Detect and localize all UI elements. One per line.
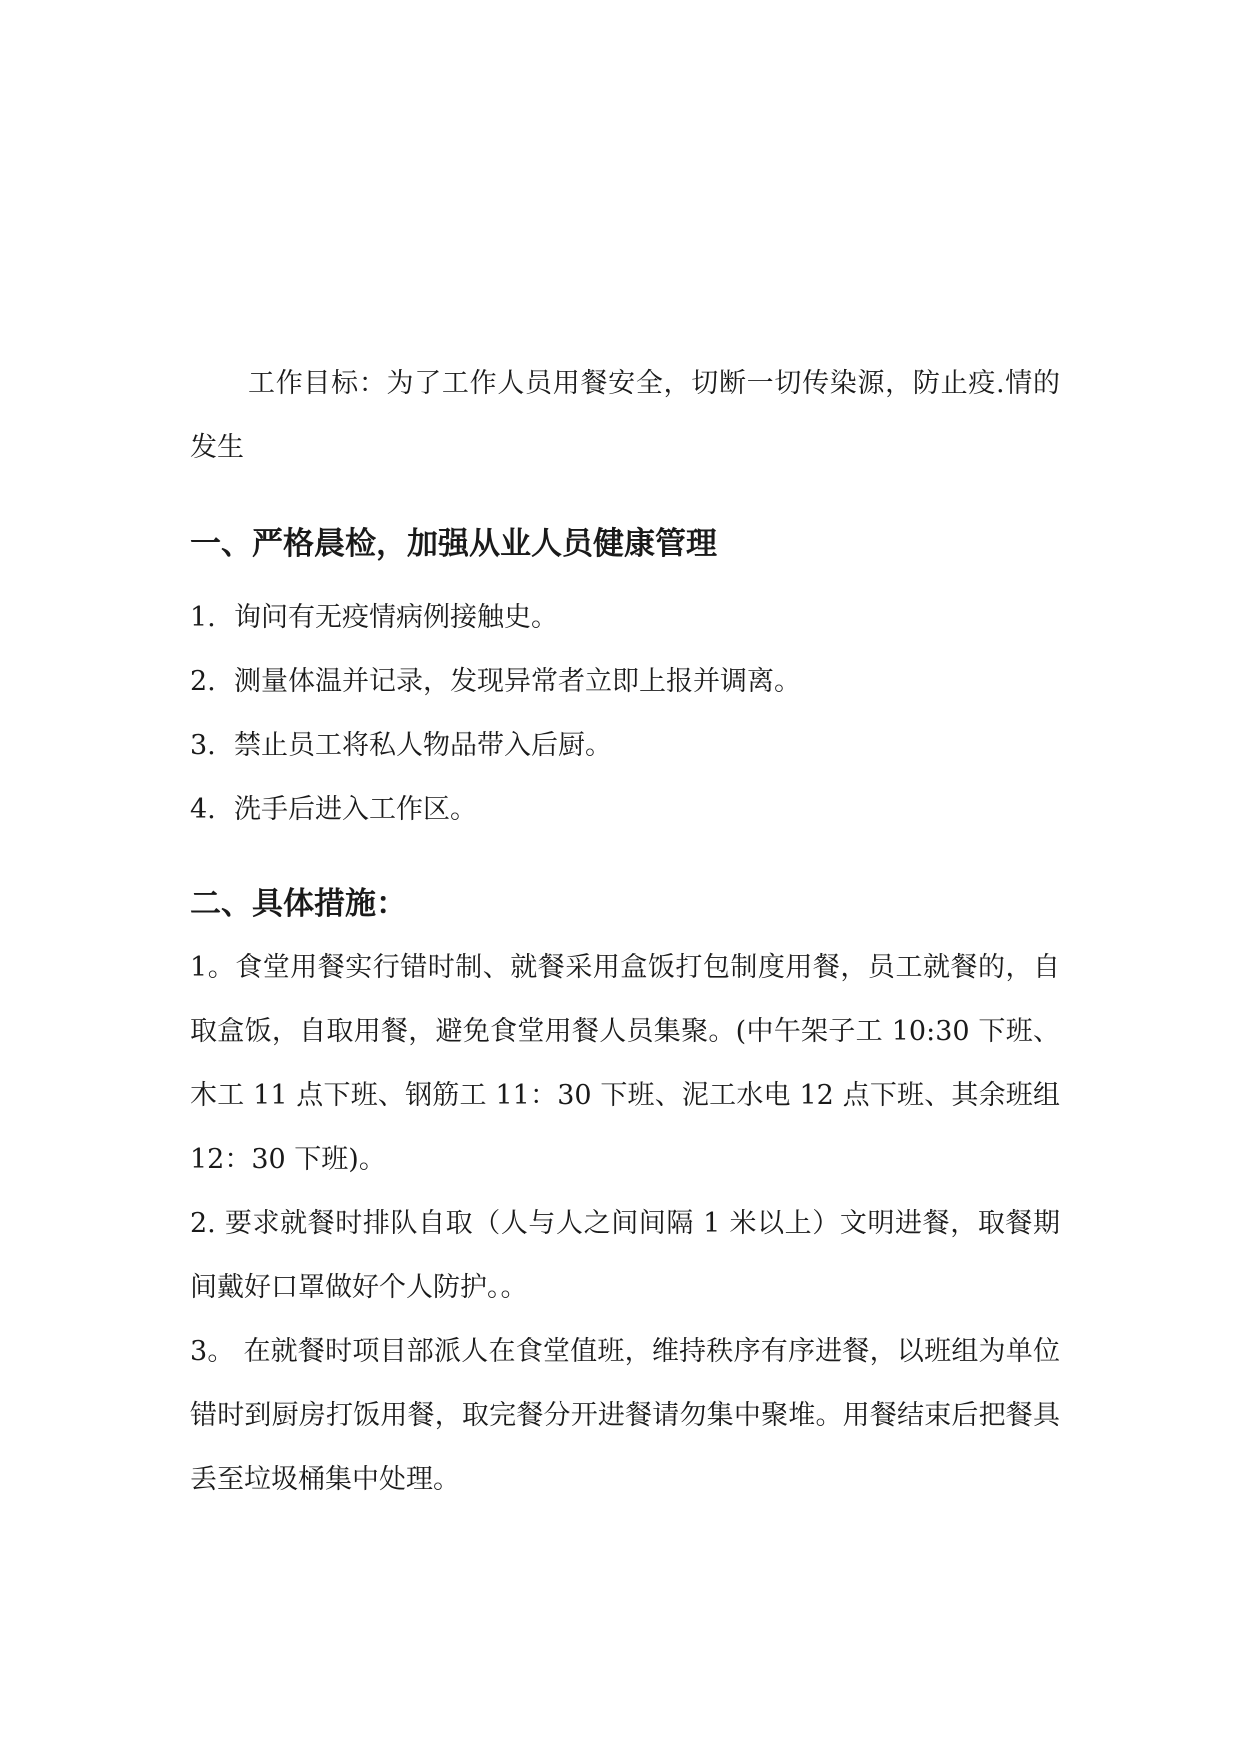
measure-paragraph-3: 3。 在就餐时项目部派人在食堂值班，维持秩序有序进餐，以班组为单位错时到厨房打饭用餐，取完餐分开进餐请勿集中聚堆。用餐结束后把餐具丢至垃圾桶集中处理。 bbox=[190, 1336, 1060, 1495]
list-item-text: 洗手后进入工作区。 bbox=[234, 794, 477, 825]
list-item-text: 测量体温并记录，发现异常者立即上报并调离。 bbox=[234, 666, 801, 697]
document-body bbox=[190, 352, 1060, 1512]
list-item bbox=[190, 778, 1060, 842]
list-item bbox=[190, 586, 1060, 650]
list-item bbox=[190, 714, 1060, 778]
work-goal-paragraph: 工作目标：为了工作人员用餐安全，切断一切传染源，防止疫.情的发生 bbox=[190, 368, 1060, 463]
list-item-text: 询问有无疫情病例接触史。 bbox=[234, 602, 558, 633]
list-item bbox=[190, 650, 1060, 714]
list-item-number: 1. bbox=[190, 602, 216, 633]
list-item-text: 禁止员工将私人物品带入后厨。 bbox=[234, 730, 612, 761]
section-2-heading: 二、具体措施： bbox=[190, 886, 407, 922]
measure-paragraph-2: 2. 要求就餐时排队自取（人与人之间间隔 1 米以上）文明进餐，取餐期间戴好口罩做好个人防护。。 bbox=[190, 1208, 1060, 1303]
list-item-number: 2. bbox=[190, 666, 216, 697]
list-item-number: 4. bbox=[190, 794, 216, 825]
section-1-heading: 一、严格晨检，加强从业人员健康管理 bbox=[190, 526, 717, 562]
measure-paragraph-1: 1。食堂用餐实行错时制、就餐采用盒饭打包制度用餐，员工就餐的，自取盒饭，自取用餐，避免食堂用餐人员集聚。(中午架子工 10:30 下班、木工 11 点下班、钢筋工 11：30 下班、泥工水电 12 点下班、其余班组 12：30 下班)。 bbox=[190, 952, 1060, 1175]
list-item-number: 3. bbox=[190, 730, 216, 761]
